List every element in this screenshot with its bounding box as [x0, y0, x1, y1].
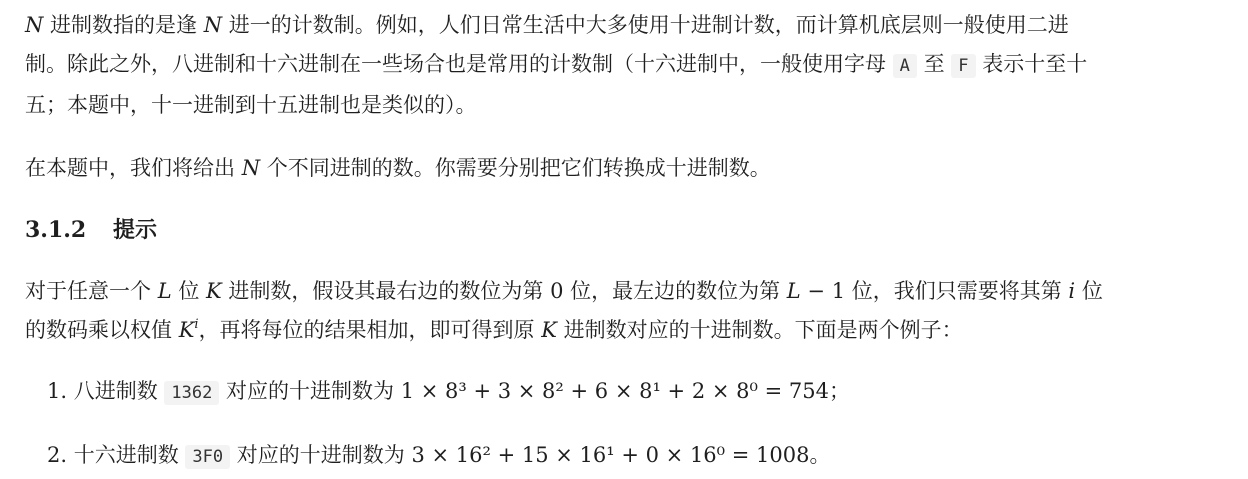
intro-line-1: [25, 6, 1225, 45]
intro-line-2: [25, 45, 1225, 86]
math-var-n: N: [25, 13, 44, 37]
inline-code: 1362: [164, 381, 219, 405]
text-span: 。: [809, 443, 831, 467]
text-span: 对应的十进制数为: [230, 443, 412, 467]
text-span: 位，最左边的数位为第: [563, 279, 787, 303]
text-span: 对应的十进制数为: [219, 379, 401, 403]
text-span: 八进制数: [67, 379, 165, 403]
math-var-n: N: [241, 156, 261, 180]
list-item: [25, 371, 1225, 413]
text-span: 的数码乘以权值: [25, 318, 179, 342]
examples-list: [25, 371, 1225, 477]
text-span: 对于任意一个: [25, 279, 158, 303]
intro-paragraph: [25, 6, 1225, 125]
inline-code: 3F0: [185, 445, 230, 469]
intro-line-3: 五；本题中，十一进制到十五进制也是类似的）。: [25, 93, 477, 117]
math-var-l: L: [786, 279, 801, 303]
math-superscript: i: [194, 317, 199, 332]
math-var-k: K: [206, 279, 222, 303]
math-expression: − 1: [800, 279, 846, 303]
text-span: 进制数指的是逢: [43, 13, 204, 37]
text-span: 表示十至十: [975, 52, 1088, 76]
text-span: 进一的计数制。例如，人们日常生活中大多使用十进制计数，而计算机底层则一般使用二进: [222, 13, 1069, 37]
text-span: 十六进制数: [67, 443, 186, 467]
section-heading: [25, 210, 1225, 250]
section-number: 3.1.2: [25, 217, 87, 243]
math-formula: 1 × 8³ + 3 × 8² + 6 × 8¹ + 2 × 8⁰ = 754: [400, 379, 829, 403]
inline-code: A: [893, 54, 917, 78]
math-number: 0: [550, 279, 564, 303]
math-var-k: K: [541, 318, 557, 342]
math-var-k: K: [178, 318, 195, 342]
text-span: 制。除此之外，八进制和十六进制在一些场合也是常用的计数制（十六进制中，一般使用字母: [25, 52, 893, 76]
text-span: 位: [171, 279, 206, 303]
section-title: 提示: [113, 217, 158, 243]
math-formula: 3 × 16² + 15 × 16¹ + 0 × 16⁰ = 1008: [411, 443, 810, 467]
math-var-n: N: [203, 13, 223, 37]
hint-line-1: [25, 272, 1225, 311]
list-marker: 2.: [47, 443, 68, 467]
math-var-l: L: [157, 279, 172, 303]
text-span: 个不同进制的数。你需要分别把它们转换成十进制数。: [260, 156, 771, 180]
text-span: 在本题中，我们将给出: [25, 156, 242, 180]
text-span: 位: [1075, 279, 1103, 303]
task-paragraph: [25, 149, 1225, 188]
text-span: 至: [916, 52, 952, 76]
list-item: [25, 435, 1225, 477]
text-span: 进制数，假设其最右边的数位为第: [221, 279, 551, 303]
inline-code: F: [951, 54, 975, 78]
text-span: ；: [828, 379, 850, 403]
list-marker: 1.: [47, 379, 68, 403]
text-span: 进制数对应的十进制数。下面是两个例子：: [556, 318, 963, 342]
math-var-i: i: [1068, 279, 1076, 303]
hint-line-2: [25, 311, 1225, 350]
document-body: [25, 0, 1225, 477]
hint-paragraph: [25, 272, 1225, 350]
text-span: 位，我们只需要将其第: [845, 279, 1069, 303]
text-span: ，再将每位的结果相加，即可得到原: [198, 318, 542, 342]
